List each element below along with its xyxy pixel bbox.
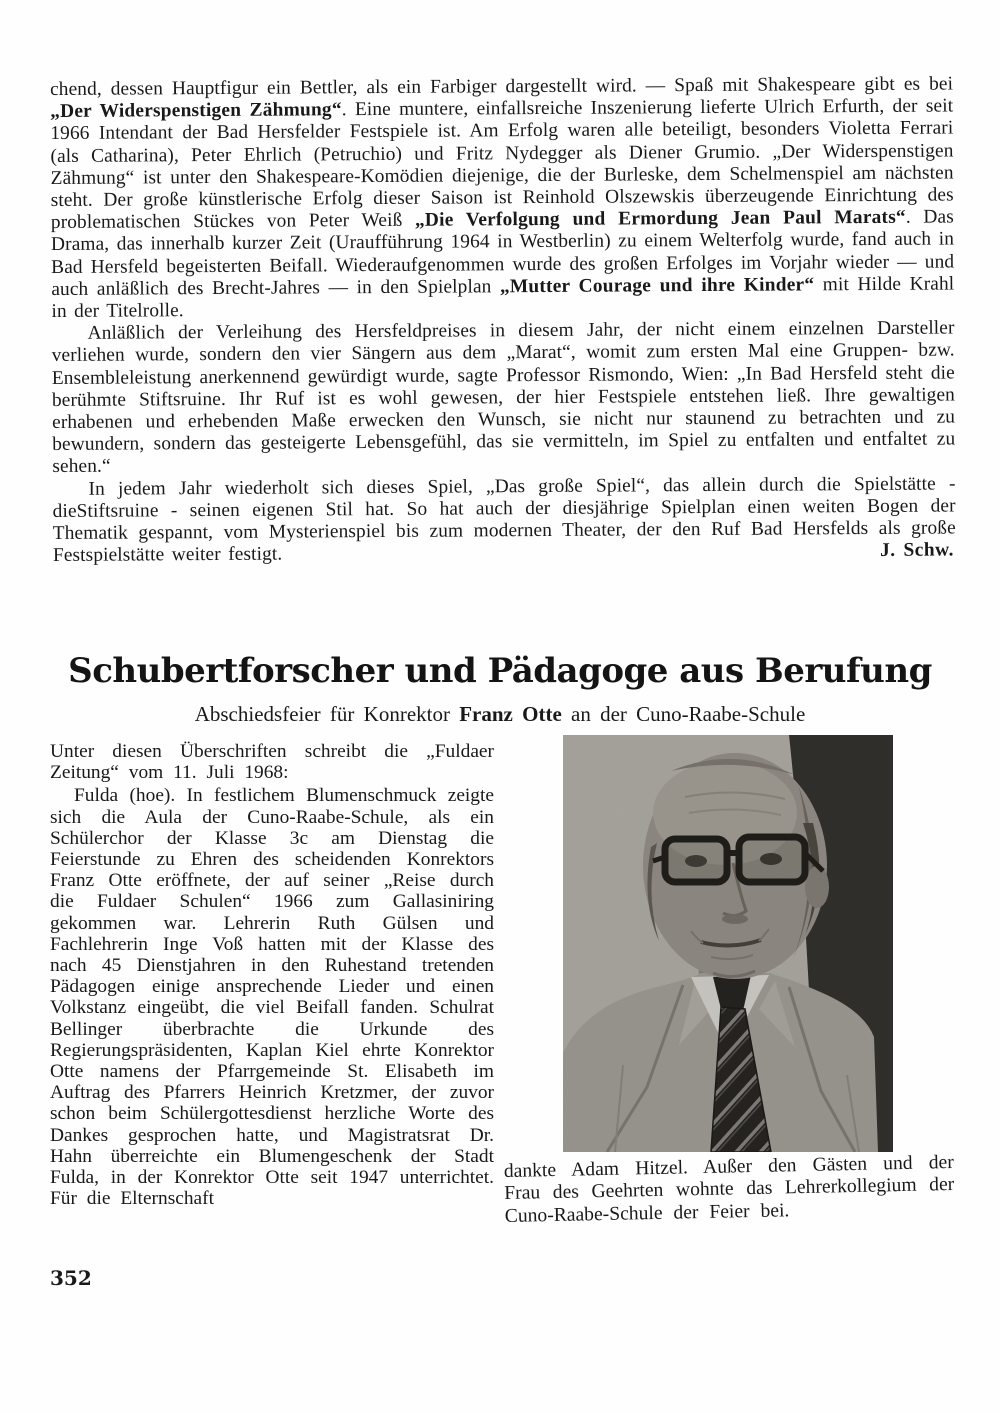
paragraph-text: In jedem Jahr wiederholt sich dieses Spiel, „Das große Spiel“, das allein durch die Spielstätte - dieStiftsruine - seinen eigenen Stil hat. So hat auch der diesjährige Spielplan einen weiten Bogen der Thematik gespannt, vom Mysterienspiel bis zum modernen Theater, der den Ruf Bad Hersfelds als große Festspielstätte weiter festigt. — [52, 473, 956, 567]
author-initials: J. Schw. — [879, 539, 954, 562]
article-paragraph — [52, 473, 956, 567]
body-paragraph: Fulda (hoe). In festlichem Blumenschmuck zeigte sich die Aula der Cuno-Raabe-Schule, als ein Schülerchor der Klasse 3c am Dienstag die Feierstunde zu Ehren des scheidenden Konrektors Franz Otte eröffnete, der auf seiner „Reise durch die Fuldaer Schulen“ 1966 zum Gallasiniring gekommen war. Lehrerin Ruth Gülsen und Fachlehrerin Inge Voß hatten mit der Klasse des nach 45 Dienstjahren in den Ruhestand tretenden Pädagogen einige ansprechende Lieder und einen Volkstanz eingeübt, die viel Beifall fanden. Schulrat Bellinger überbrachte die Urkunde des Regierungspräsidenten, Kaplan Kiel ehrte Konrektor Otte namens der Pfarrgemeinde St. Elisabeth im Auftrag des Pfarrers Heinrich Kretzmer, der zuvor schon beim Schülergottesdienst herzliche Worte des Dankes gesprochen hatte, und Magistratsrat Dr. Hahn überreichte ein Blumengeschenk der Stadt Fulda, in der Konrektor Otte seit 1947 unterrichtet. Für die Elternschaft — [50, 785, 494, 1210]
portrait-photo — [563, 735, 893, 1152]
article-subheadline: Abschiedsfeier für Konrektor Franz Otte an der Cuno-Raabe-Schule — [194, 702, 806, 726]
page-number: 352 — [50, 1266, 92, 1290]
intro-paragraph: Unter diesen Überschriften schreibt die „Fuldaer Zeitung“ vom 11. Juli 1968: — [50, 741, 494, 784]
article-headline: Schubertforscher und Pädagoge aus Berufung — [68, 651, 932, 691]
left-column — [50, 741, 494, 1209]
franz-otte-portrait-image — [563, 735, 893, 1152]
article-paragraph: Anläßlich der Verleihung des Hersfeldpreises in diesem Jahr, der nicht einem einzelnen Darsteller verliehen wurde, sondern den vier Sängern aus dem „Marat“, womit zum ersten Mal eine Gruppen- bzw. Ensembleleistung anerkennend gewürdigt wurde, sagte Professor Rismondo, Wien: „In Bad Hersfeld steht die berühmte Stiftsruine. Ihr Ruf ist es wohl gewesen, der hier Festspiele entstehen ließ. Ihre gewaltigen erhabenen und erhebenden Maße erwecken den Wunsch, sie nicht nur staunend zu betrachten und zu bewundern, sondern das gesteigerte Lebensgefühl, das sie vermitteln, im Spiel zu entfalten und entfaltet zu sehen.“ — [51, 317, 956, 478]
festival-article — [50, 73, 956, 567]
photo-caption: dankte Adam Hitzel. Außer den Gästen und der Frau des Geehrten wohnte das Lehrerkollegium der Cuno-Raabe-Schule der Feier bei. — [503, 1151, 955, 1227]
article-paragraph: chend, dessen Hauptfigur ein Bettler, als ein Farbiger dargestellt wird. — Spaß mit Shakespeare gibt es bei „Der Widerspenstigen Zähmung“. Eine muntere, einfallsreiche Inszenierung lieferte Ulrich Erfurth, der seit 1966 Intendant der Bad Hersfelder Festspiele ist. Am Erfolg waren alle beteiligt, besonders Violetta Ferrari (als Catharina), Peter Ehrlich (Petruchio) und Fritz Nydegger als Diener Grumio. „Der Widerspenstigen Zähmung“ ist unter den Shakespeare-Komödien diejenige, die der Burleske, dem Schelmenspiel am nächsten steht. Der große künstlerische Erfolg dieser Saison ist Reinhold Olszewskis überzeugende Einrichtung des problematischen Stückes von Peter Weiß „Die Verfolgung und Ermordung Jean Paul Marats“. Das Drama, das innerhalb kurzer Zeit (Uraufführung 1964 in Westberlin) zu einem Welterfolg wurde, fand auch in Bad Hersfeld begeisterten Beifall. Wiederaufgenommen wurde des großen Erfolges im Vorjahr wieder — und auch anläßlich des Brecht-Jahres — in den Spielplan „Mutter Courage und ihre Kinder“ mit Hilde Krahl in der Titelrolle. — [50, 73, 955, 323]
